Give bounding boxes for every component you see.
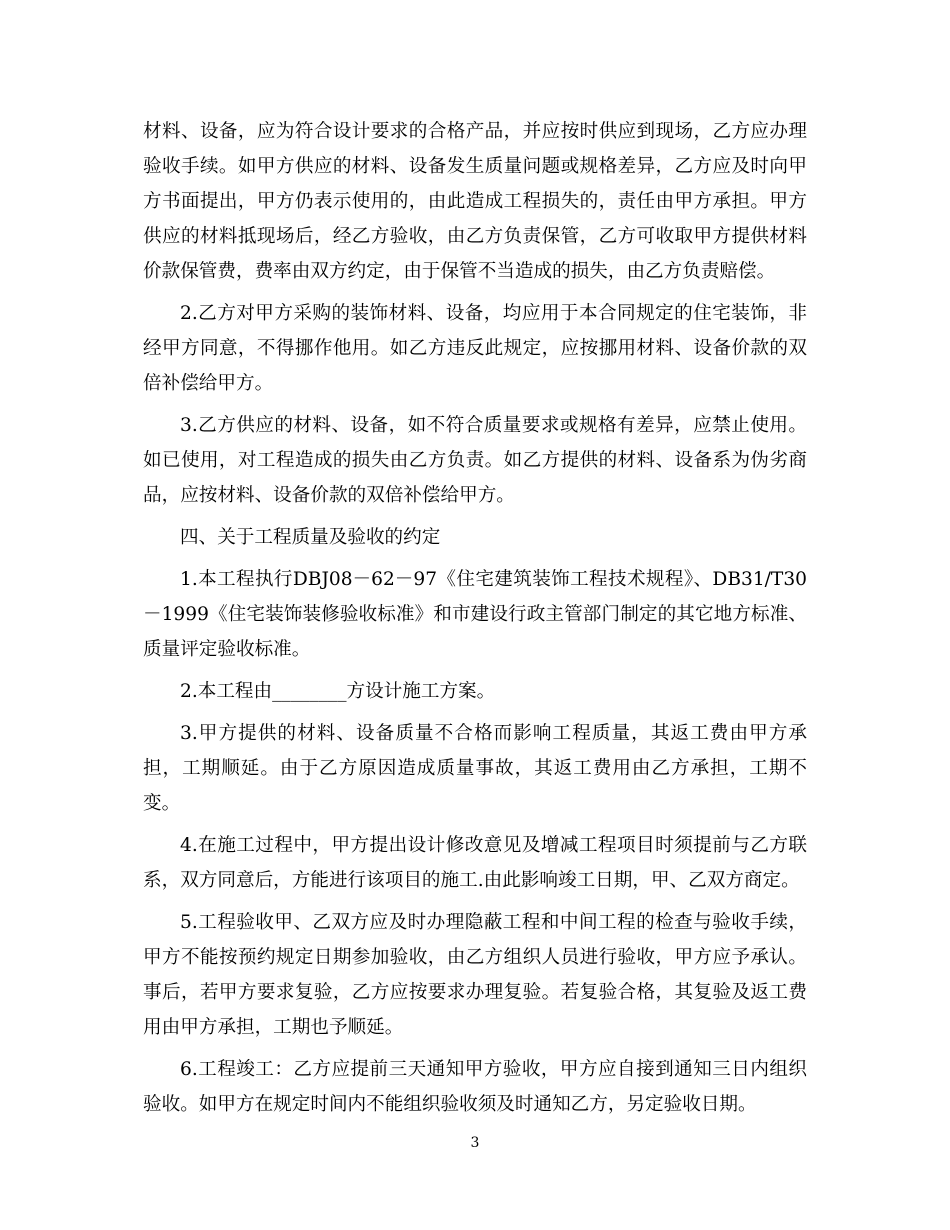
- paragraph-materials-continued: 材料、设备，应为符合设计要求的合格产品，并应按时供应到现场，乙方应办理验收手续。如甲方供应的材料、设备发生质量问题或规格差异，乙方应及时向甲方书面提出，甲方仍表示使用的，由此造成工程损失的，责任由甲方承担。甲方供应的材料抵现场后，经乙方验收，由乙方负责保管，乙方可收取甲方提供材料价款保管费，费率由双方约定，由于保管不当造成的损失，由乙方负责赔偿。: [143, 121, 807, 282]
- paragraph-clause-1-standards: 1.本工程执行DBJ08－62－97《住宅建筑装饰工程技术规程》、DB31/T30－1999《住宅装饰装修验收标准》和市建设行政主管部门制定的其它地方标准、质量评定验收标准。: [143, 569, 807, 660]
- document-body: [143, 114, 807, 1129]
- paragraph-clause-5-inspection: 5.工程验收甲、乙双方应及时办理隐蔽工程和中间工程的检查与验收手续，甲方不能按预约规定日期参加验收，由乙方组织人员进行验收，甲方应予承认。事后，若甲方要求复验，乙方应按要求办理复验。若复验合格，其复验及返工费用由甲方承担，工期也予顺延。: [143, 912, 807, 1038]
- paragraph-clause-3-rework: 3.甲方提供的材料、设备质量不合格而影响工程质量，其返工费由甲方承担，工期顺延。由于乙方原因造成质量事故，其返工费用由乙方承担，工期不变。: [143, 723, 807, 814]
- paragraph-clause-2-design: 2.本工程由________方设计施工方案。: [180, 681, 496, 702]
- paragraph-clause-4-design-changes: 4.在施工过程中，甲方提出设计修改意见及增减工程项目时须提前与乙方联系，双方同意后，方能进行该项目的施工.由此影响竣工日期，甲、乙双方商定。: [143, 835, 807, 891]
- section-heading-quality-acceptance: 四、关于工程质量及验收的约定: [180, 527, 441, 548]
- paragraph-clause-6-completion: 6.工程竣工：乙方应提前三天通知甲方验收，甲方应自接到通知三日内组织验收。如甲方在规定时间内不能组织验收须及时通知乙方，另定验收日期。: [143, 1059, 807, 1115]
- paragraph-clause-2-materials-use: 2.乙方对甲方采购的装饰材料、设备，均应用于本合同规定的住宅装饰，非经甲方同意，不得挪作他用。如乙方违反此规定，应按挪用材料、设备价款的双倍补偿给甲方。: [143, 303, 807, 394]
- paragraph-clause-3-materials-quality: 3.乙方供应的材料、设备，如不符合质量要求或规格有差异，应禁止使用。如已使用，对工程造成的损失由乙方负责。如乙方提供的材料、设备系为伪劣商品，应按材料、设备价款的双倍补偿给甲方。: [143, 415, 807, 506]
- page-number: 3: [470, 1135, 480, 1151]
